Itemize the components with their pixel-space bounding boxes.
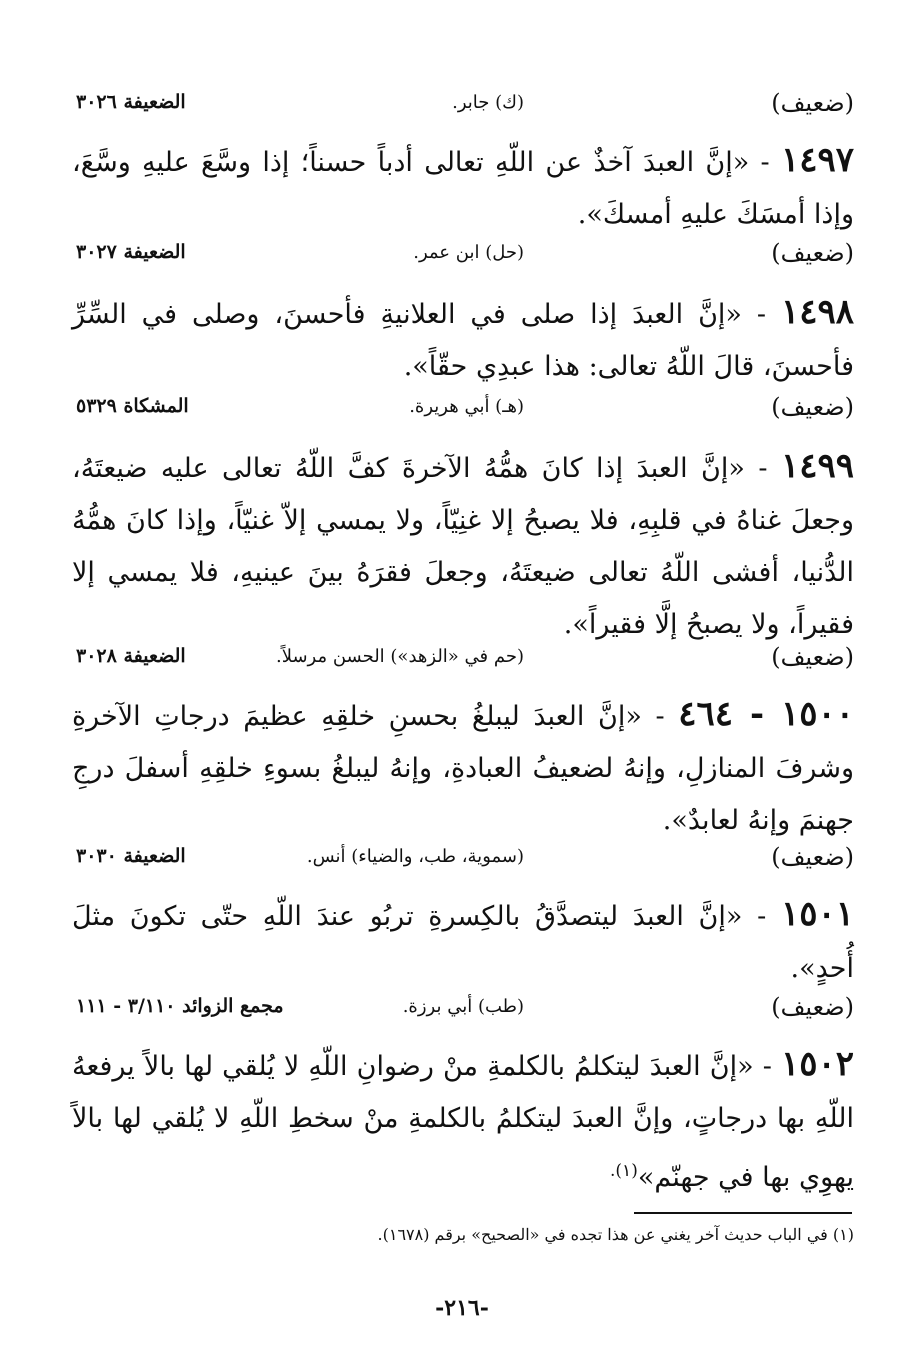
hadith-text [72, 286, 854, 393]
hadith-text [72, 888, 854, 995]
hadith-number: ١٤٩٩ [780, 446, 854, 486]
hadith-source-row [72, 84, 854, 124]
hadith-reference: المشكاة ٥٣٢٩ [76, 395, 189, 417]
hadith-text [72, 688, 854, 847]
hadith-grade: (ضعيف) [771, 239, 854, 267]
hadith-body: - «إنَّ العبدَ إذا كانَ همُّهُ الآخرةَ كفَّ اللّهُ تعالى عليه ضيعتَهُ، وجعلَ غناهُ في قلبِهِ، فلا يصبحُ إلا غنِيّاً، ولا يمسي إلاّ غنيّاً، وإذا كانَ همُّهُ الدُّنيا، أفشى اللّهُ تعالى ضيعتَهُ، وجعلَ فقرَهُ بينَ عينيهِ، فلا يمسي إلا فقيراً، ولا يصبحُ إلَّا فقيراً». [72, 453, 854, 640]
hadith-number: ١٤٩٨ [780, 292, 854, 332]
hadith-source: (حل) ابن عمر. [413, 242, 524, 263]
hadith-body: - «إنَّ العبدَ ليتصدَّقُ بالكِسرةِ تربُو عندَ اللّهِ حتّى تكونَ مثلَ أُحدٍ». [72, 901, 854, 984]
hadith-grade: (ضعيف) [771, 843, 854, 871]
hadith-source: (حم في «الزهد») الحسن مرسلاً. [275, 646, 524, 667]
hadith-number: ١٤٩٧ [780, 140, 854, 180]
hadith-source-row [72, 234, 854, 274]
page-number: -٢١٦- [435, 1295, 489, 1321]
hadith-source-row [72, 838, 854, 878]
hadith-source-row [72, 988, 854, 1028]
hadith-reference: الضعيفة ٣٠٢٦ [76, 91, 186, 113]
hadith-source: (ك) جابر. [452, 92, 524, 113]
hadith-text [72, 1038, 854, 1204]
hadith-number: ١٥٠٢ [780, 1044, 854, 1084]
hadith-grade: (ضعيف) [771, 643, 854, 671]
hadith-number: ١٥٠٠ - ٤٦٤ [678, 694, 854, 734]
hadith-grade: (ضعيف) [771, 393, 854, 421]
hadith-grade: (ضعيف) [771, 993, 854, 1021]
hadith-grade: (ضعيف) [771, 89, 854, 117]
hadith-source: (سمویة، طب، والضیاء) أنس. [306, 846, 524, 867]
hadith-reference: مجمع الزوائد ٣/١١٠ - ١١١ [76, 995, 284, 1017]
hadith-reference: الضعيفة ٣٠٢٨ [76, 645, 186, 667]
footnote: (١) في الباب حديث آخر يغني عن هذا تجده في «الصحيح» برقم (١٦٧٨). [377, 1225, 854, 1244]
hadith-body: - «إنَّ العبدَ إذا صلى في العلانيةِ فأحسنَ، وصلى في السِّرِّ فأحسنَ، قالَ اللّهُ تعالى: هذا عبدِي حقّاً». [72, 299, 854, 382]
hadith-reference: الضعيفة ٣٠٢٧ [76, 241, 186, 263]
hadith-body: - «إنَّ العبدَ آخذٌ عن اللّهِ تعالى أدباً حسناً؛ إذا وسَّعَ عليهِ وسَّعَ، وإذا أمسَكَ عليهِ أمسكَ». [72, 147, 854, 230]
hadith-source-row [72, 638, 854, 678]
hadith-number: ١٥٠١ [780, 894, 854, 934]
hadith-body: - «إنَّ العبدَ ليتكلمُ بالكلمةِ منْ رضوانِ اللّهِ لا يُلقي لها بالاً يرفعهُ اللّهِ بها درجاتٍ، وإنَّ العبدَ ليتكلمُ بالكلمةِ منْ سخطِ اللّهِ لا يُلقي لها بالاً يهوِي بها في جهنّم» [72, 1051, 854, 1193]
hadith-text [72, 440, 854, 651]
hadith-text [72, 134, 854, 241]
hadith-source: (طب) أبي برزة. [402, 996, 524, 1017]
hadith-source-row [72, 388, 854, 428]
hadith-body: - «إنَّ العبدَ ليبلغُ بحسنِ خلقِهِ عظيمَ درجاتِ الآخرةِ وشرفَ المنازلِ، وإنهُ لضعيفُ العبادةِ، وإنهُ ليبلغُ بسوءِ خلقِهِ أسفلَ درجِ جهنمَ وإنهُ لعابدٌ». [72, 701, 854, 836]
hadith-reference: الضعيفة ٣٠٣٠ [76, 845, 186, 867]
footnote-marker: (١). [610, 1161, 638, 1181]
hadith-source: (هـ) أبي هريرة. [409, 396, 524, 417]
footnote-divider [634, 1212, 852, 1214]
